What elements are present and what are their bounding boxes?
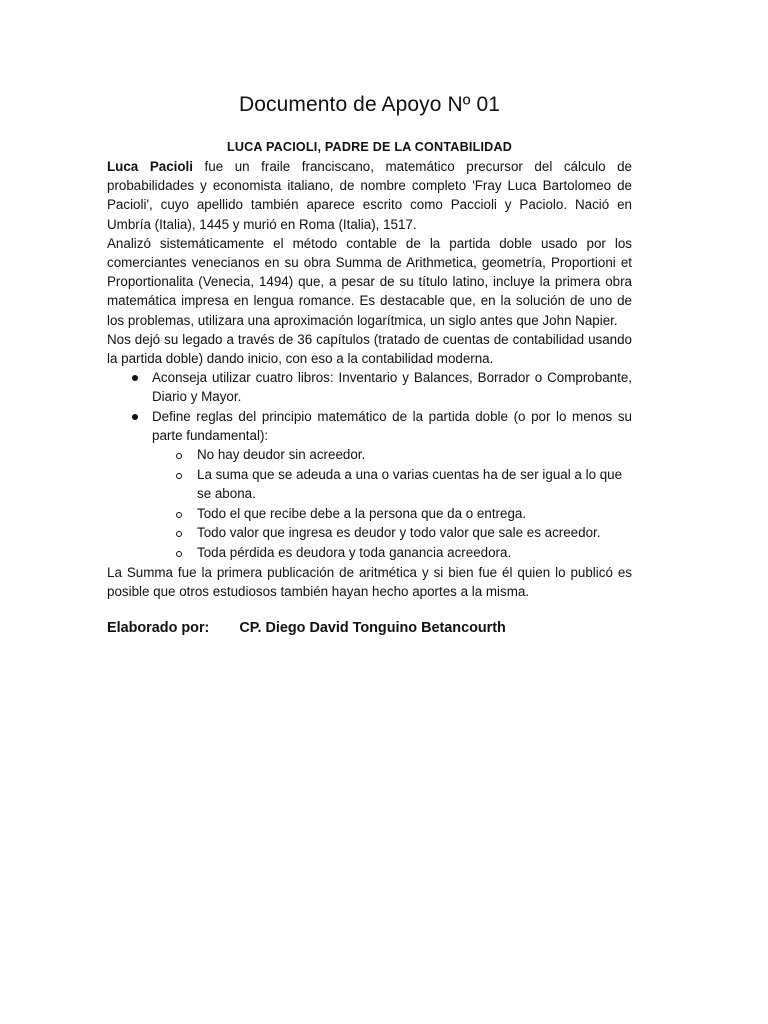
paragraph-intro-text: fue un fraile franciscano, matemático precursor del cálculo de probabilidades y economista italiano, de nombre completo 'Fray Luca Bartolomeo de Pacioli', cuyo apellido también aparece escrito como Paccioli y Paciolo. Nació en Umbría (Italia), 1445 y murió en Roma (Italia), 1517. <box>107 159 632 232</box>
hollow-circle-bullet-icon <box>176 551 182 557</box>
sub-bullet-list <box>152 445 632 563</box>
signature-line <box>107 617 632 639</box>
sub-bullet-item <box>107 445 632 465</box>
signature-name: CP. Diego David Tonguino Betancourth <box>239 620 506 637</box>
bullet-text: Aconseja utilizar cuatro libros: Inventario y Balances, Borrador o Comprobante, Diario y Mayor. <box>152 370 632 405</box>
bullet-text: Define reglas del principio matemático de la partida doble (o por lo menos su parte fundamental): <box>152 408 632 443</box>
bullet-dot-icon <box>132 375 138 381</box>
sub-bullet-item <box>107 465 632 504</box>
document-page <box>107 88 632 639</box>
bullet-list <box>107 368 632 562</box>
signature-label: Elaborado por: <box>107 620 210 637</box>
hollow-circle-bullet-icon <box>176 531 182 537</box>
hollow-circle-bullet-icon <box>176 473 182 479</box>
document-subtitle: LUCA PACIOLI, PADRE DE LA CONTABILIDAD <box>226 140 513 154</box>
sub-bullet-text: Toda pérdida es deudora y toda ganancia acreedora. <box>197 545 512 561</box>
sub-bullet-text: Todo el que recibe debe a la persona que da o entrega. <box>197 505 527 521</box>
paragraph-method: Analizó sistemáticamente el método contable de la partida doble usado por los comerciantes venecianos en su obra Summa de Arithmetica, geometría, Proportioni et Proportionalita (Venecia, 1494) que, a pesar de su título latino, incluye la primera obra matemática impresa en lengua romance. Es destacable que, en la solución de uno de los problemas, utilizara una aproximación logarítmica, un siglo antes que John Napier. <box>107 235 632 328</box>
bullet-item <box>107 407 632 563</box>
document-title: Documento de Apoyo Nº 01 <box>238 93 501 116</box>
hollow-circle-bullet-icon <box>176 512 182 518</box>
paragraph-summa: La Summa fue la primera publicación de aritmética y si bien fue él quien lo publicó es posible que otros estudiosos también hayan hecho aportes a la misma. <box>107 564 632 599</box>
sub-bullet-item <box>107 523 632 543</box>
sub-bullet-item <box>107 543 632 563</box>
sub-bullet-text: No hay deudor sin acreedor. <box>197 447 366 463</box>
sub-bullet-item <box>107 504 632 524</box>
bullet-item <box>107 368 632 406</box>
sub-bullet-text: La suma que se adeuda a una o varias cuentas ha de ser igual a lo que se abona. <box>197 466 623 502</box>
hollow-circle-bullet-icon <box>176 453 182 459</box>
paragraph-intro <box>107 157 632 234</box>
paragraph-legacy: Nos dejó su legado a través de 36 capítulos (tratado de cuentas de contabilidad usando la partida doble) dando inicio, con eso a la contabilidad moderna. <box>107 331 632 367</box>
bullet-dot-icon <box>132 414 138 420</box>
sub-bullet-text: Todo valor que ingresa es deudor y todo valor que sale es acreedor. <box>197 525 601 541</box>
bold-name: Luca Pacioli <box>107 159 193 174</box>
